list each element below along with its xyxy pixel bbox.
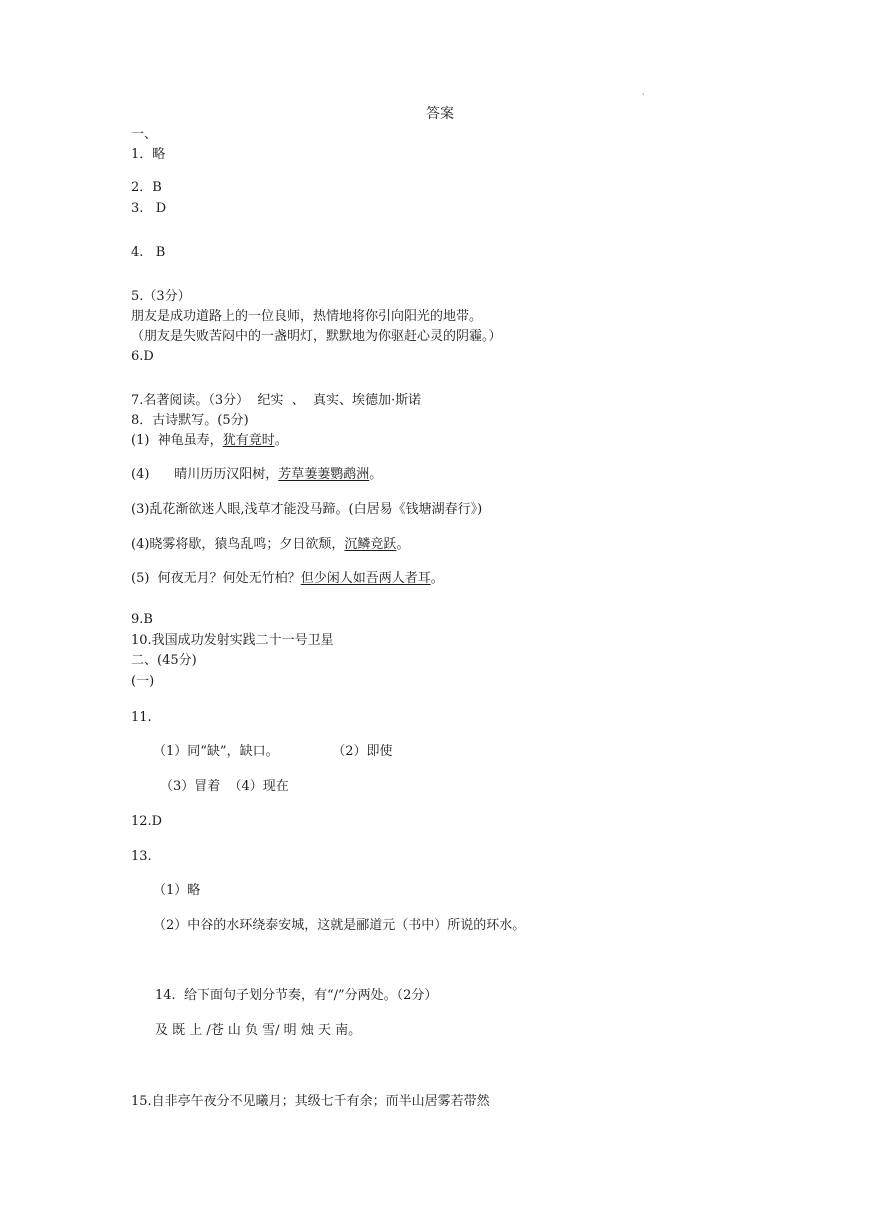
section2-heading: 二、(45分) (131, 653, 197, 668)
answer-q8-5 (131, 570, 444, 588)
page-title: 答案 (426, 106, 454, 122)
corner-mark: · (642, 90, 645, 99)
answer-q5-line2: （朋友是失败苦闷中的一盏明灯，默默地为你驱赶心灵的阴霾。） (131, 329, 502, 344)
answer-q14: 14. 给下面句子划分节奏，有“/”分两处。（2分） (155, 988, 438, 1003)
q8-4b-prefix: (4)晓雾将歇，猿鸟乱鸣；夕日欲颓， (131, 537, 345, 552)
q8-5-prefix: (5) 何夜无月？何处无竹柏？ (131, 571, 301, 586)
answer-q13: 13. (131, 849, 152, 864)
answer-q11-a: （1）同“缺”，缺口。 （2）即使 (153, 744, 393, 759)
section2-sub: (一) (131, 674, 155, 689)
q8-4a-blank: 芳草萋萋鹦鹉洲 (278, 467, 370, 482)
answer-q15: 15.自非亭午夜分不见曦月；其级七千有余；而半山居雾若带然 (131, 1094, 490, 1109)
q8-1-prefix: (1) 神龟虽寿， (131, 433, 223, 448)
answer-q3: 3. D (131, 201, 167, 216)
answer-q1: 1．略 (131, 147, 166, 162)
answer-q10: 10.我国成功发射实践二十一号卫星 (131, 633, 334, 648)
answer-q4: 4. B (131, 245, 166, 260)
answer-q6: 6.D (131, 349, 154, 364)
answer-q5-line1: 朋友是成功道路上的一位良师，热情地将你引向阳光的地带。 (131, 309, 483, 324)
answer-q8-1 (131, 432, 288, 450)
q8-4a-prefix: (4) 晴川历历汉阳树， (131, 467, 279, 482)
answer-q11: 11. (131, 710, 152, 725)
answer-q8-4a (131, 466, 382, 484)
section1-heading: 一、 (131, 127, 158, 142)
answer-q12: 12.D (131, 814, 163, 829)
answer-q5-head: 5.（3分） (131, 289, 191, 304)
answer-q7: 7.名著阅读。（3分） 纪实 、 真实、埃德加·斯诺 (131, 393, 422, 408)
answer-q13-a: （1）略 (153, 883, 201, 898)
answer-q2: 2．B (131, 180, 162, 195)
q8-4b-blank: 沉鳞竞跃 (344, 537, 397, 552)
q8-4a-suffix: 。 (369, 467, 383, 482)
q8-5-suffix: 。 (430, 571, 444, 586)
answer-q8-3: (3)乱花渐欲迷人眼,浅草才能没马蹄。(白居易《钱塘湖春行》) (131, 502, 483, 517)
q8-1-blank: 犹有竟时 (222, 433, 275, 448)
answer-q11-b: （3）冒着 （4）现在 (160, 779, 289, 794)
answer-q13-b: （2）中谷的水环绕泰安城，这就是郦道元（书中）所说的环水。 (153, 918, 526, 933)
answer-q9: 9.B (131, 612, 153, 627)
answer-q8-4b (131, 536, 409, 554)
answer-q14-answer: 及 既 上 /苍 山 负 雪/ 明 烛 天 南。 (155, 1023, 362, 1038)
answer-q8-head: 8．古诗默写。(5分) (131, 413, 249, 428)
q8-1-suffix: 。 (274, 433, 288, 448)
q8-5-blank: 但少闲人如吾两人者耳 (300, 571, 431, 586)
q8-4b-suffix: 。 (396, 537, 410, 552)
